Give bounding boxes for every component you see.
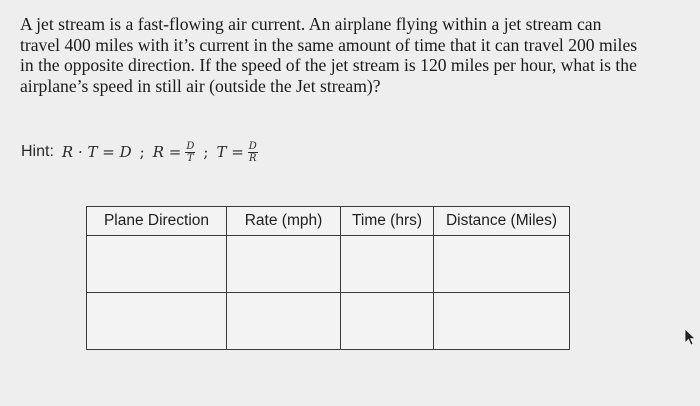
rate-fraction-denominator: T [187,152,194,164]
table-cell [341,236,434,293]
rate-fraction [185,141,195,164]
problem-line-2: travel 400 miles with it’s current in the same amount of time that it can travel 200 miles [20,34,638,55]
time-fraction-numerator: D [248,140,257,152]
rate-formula-lhs: R = [152,143,182,161]
problem-line-1: A jet stream is a fast-flowing air current. An airplane flying within a jet stream can [20,14,602,34]
table-cell [227,236,341,293]
table-cell [87,293,227,350]
time-fraction-denominator: R [249,152,257,164]
time-formula-lhs: T = [216,143,244,161]
hint-formulas [21,137,258,167]
problem-text [20,14,690,96]
header-distance: Distance (Miles) [434,207,570,236]
header-plane-direction: Plane Direction [87,207,227,236]
hint-label: Hint: [21,143,54,160]
table-header-row [87,207,570,236]
table-cell [341,293,434,350]
table-cell [434,293,570,350]
rate-time-distance-table [86,206,570,350]
problem-line-3: in the opposite direction. If the speed of the jet stream is 120 miles per hour, what is the [20,55,637,75]
table-cell [227,293,341,350]
time-fraction [248,141,258,164]
header-rate: Rate (mph) [227,207,341,236]
problem-line-4: airplane’s speed in still air (outside the Jet stream)? [20,75,381,96]
table-cell [434,236,570,293]
rate-time-distance-formula: R · T = D [61,143,132,161]
table-row [87,293,570,350]
hint-math [62,141,258,164]
rate-fraction-numerator: D [186,140,195,152]
hint-separator: ; [203,143,209,161]
header-time: Time (hrs) [341,207,434,236]
table-cell [87,236,227,293]
table-row [87,236,570,293]
mouse-pointer-icon [684,328,696,346]
hint-separator: ; [139,143,145,161]
